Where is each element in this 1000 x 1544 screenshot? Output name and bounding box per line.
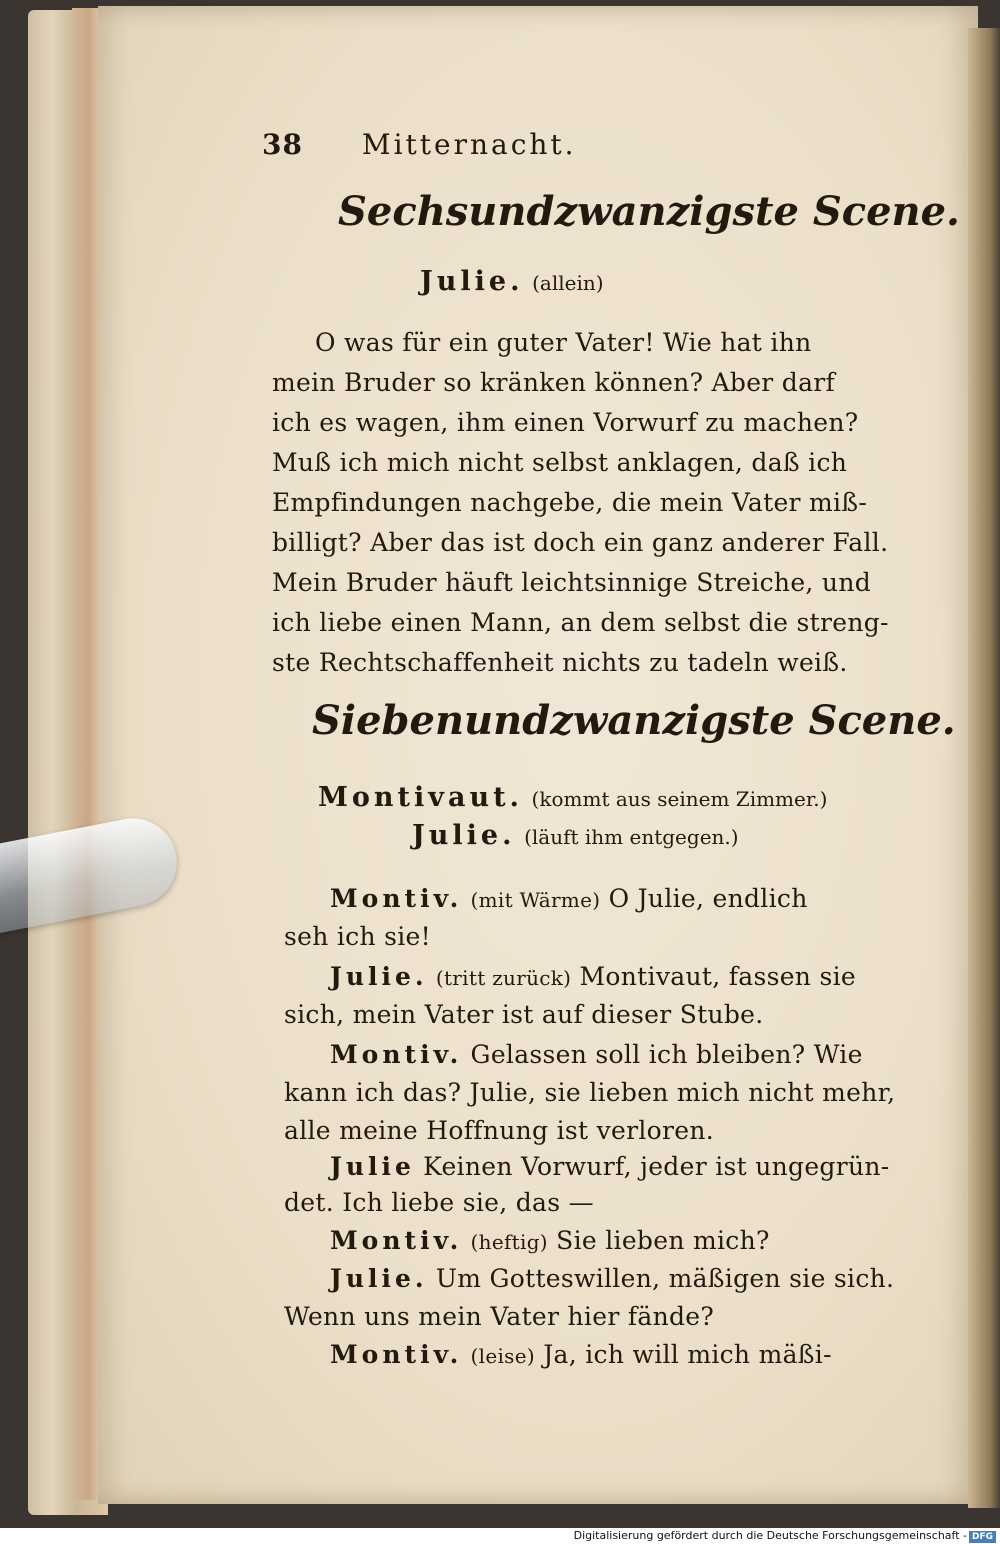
dialogue-line xyxy=(330,962,856,991)
speech: Wenn uns mein Vater hier fände? xyxy=(284,1302,715,1331)
stage-direction: (tritt zurück) xyxy=(435,966,572,990)
text-line: billigt? Aber das ist doch ein ganz anderer Fall. xyxy=(272,528,889,557)
speaker: Montiv. xyxy=(330,884,463,913)
speech: sich, mein Vater ist auf dieser Stube. xyxy=(284,1000,764,1029)
cast-line xyxy=(420,266,604,297)
cast-name: Julie. xyxy=(412,820,516,851)
dialogue-line xyxy=(330,1264,894,1293)
running-title: Mitternacht. xyxy=(361,128,577,161)
text-line: ich liebe einen Mann, an dem selbst die streng- xyxy=(272,608,889,637)
stage-direction: (läuft ihm entgegen.) xyxy=(524,825,739,849)
page-number: 38 xyxy=(262,128,303,161)
dialogue-line xyxy=(284,1078,895,1107)
cast-name: Julie. xyxy=(420,266,524,297)
dialogue-line xyxy=(284,922,431,951)
dialogue-line xyxy=(330,1040,863,1069)
dialogue-line xyxy=(284,1116,714,1145)
speech: Keinen Vorwurf, jeder ist ungegrün- xyxy=(423,1152,890,1181)
speaker: Julie xyxy=(330,1152,415,1181)
dialogue-line xyxy=(284,1000,764,1029)
dialogue-line xyxy=(330,1226,770,1255)
cast-line xyxy=(318,782,827,813)
running-head xyxy=(262,128,577,161)
speech: kann ich das? Julie, sie lieben mich nicht mehr, xyxy=(284,1078,896,1107)
dialogue-line xyxy=(330,884,808,913)
stage-direction: (mit Wärme) xyxy=(470,888,601,912)
stage-direction: (leise) xyxy=(470,1344,535,1368)
speaker: Montiv. xyxy=(330,1040,463,1069)
dialogue-line xyxy=(330,1152,890,1181)
stage-direction: (heftig) xyxy=(470,1230,548,1254)
speech: Um Gotteswillen, mäßigen sie sich. xyxy=(435,1264,895,1293)
speaker: Julie. xyxy=(330,1264,428,1293)
speech: det. Ich liebe sie, das — xyxy=(284,1188,594,1217)
page-right-edge xyxy=(968,28,1000,1508)
stage-direction: (allein) xyxy=(532,271,604,295)
cast-name: Montivaut. xyxy=(318,782,523,813)
stage-direction: (kommt aus seinem Zimmer.) xyxy=(531,787,828,811)
speech: Montivaut, fassen sie xyxy=(579,962,856,991)
text-line: ste Rechtschaffenheit nichts zu tadeln weiß. xyxy=(272,648,848,677)
text-line: ich es wagen, ihm einen Vorwurf zu machen? xyxy=(272,408,859,437)
text-line: Empfindungen nachgebe, die mein Vater miß- xyxy=(272,488,868,517)
speaker: Montiv. xyxy=(330,1340,463,1369)
cast-line xyxy=(412,820,739,851)
speech: Ja, ich will mich mäßi- xyxy=(543,1340,832,1369)
speech: Gelassen soll ich bleiben? Wie xyxy=(470,1040,863,1069)
text-line: mein Bruder so kränken können? Aber darf xyxy=(272,368,836,397)
dialogue-line xyxy=(284,1188,594,1217)
speaker: Julie. xyxy=(330,962,428,991)
dialogue-line xyxy=(330,1340,832,1369)
speech: O Julie, endlich xyxy=(608,884,808,913)
scene-title: Siebenundzwanzigste Scene. xyxy=(312,697,956,744)
text-line: O was für ein guter Vater! Wie hat ihn xyxy=(315,328,812,357)
text-line: Muß ich mich nicht selbst anklagen, daß ich xyxy=(272,448,848,477)
dialogue-line xyxy=(284,1302,714,1331)
text-line: Mein Bruder häuft leichtsinnige Streiche, und xyxy=(272,568,872,597)
speech: Sie lieben mich? xyxy=(556,1226,770,1255)
scene-title: Sechsundzwanzigste Scene. xyxy=(338,188,960,235)
speech: seh ich sie! xyxy=(284,922,431,951)
speech: alle meine Hoffnung ist verloren. xyxy=(284,1116,715,1145)
dfg-logo: DFG xyxy=(969,1531,996,1543)
speaker: Montiv. xyxy=(330,1226,463,1255)
credit-text: Digitalisierung gefördert durch die Deutsche Forschungsgemeinschaft - xyxy=(573,1529,967,1542)
digitization-credit xyxy=(0,1528,1000,1544)
